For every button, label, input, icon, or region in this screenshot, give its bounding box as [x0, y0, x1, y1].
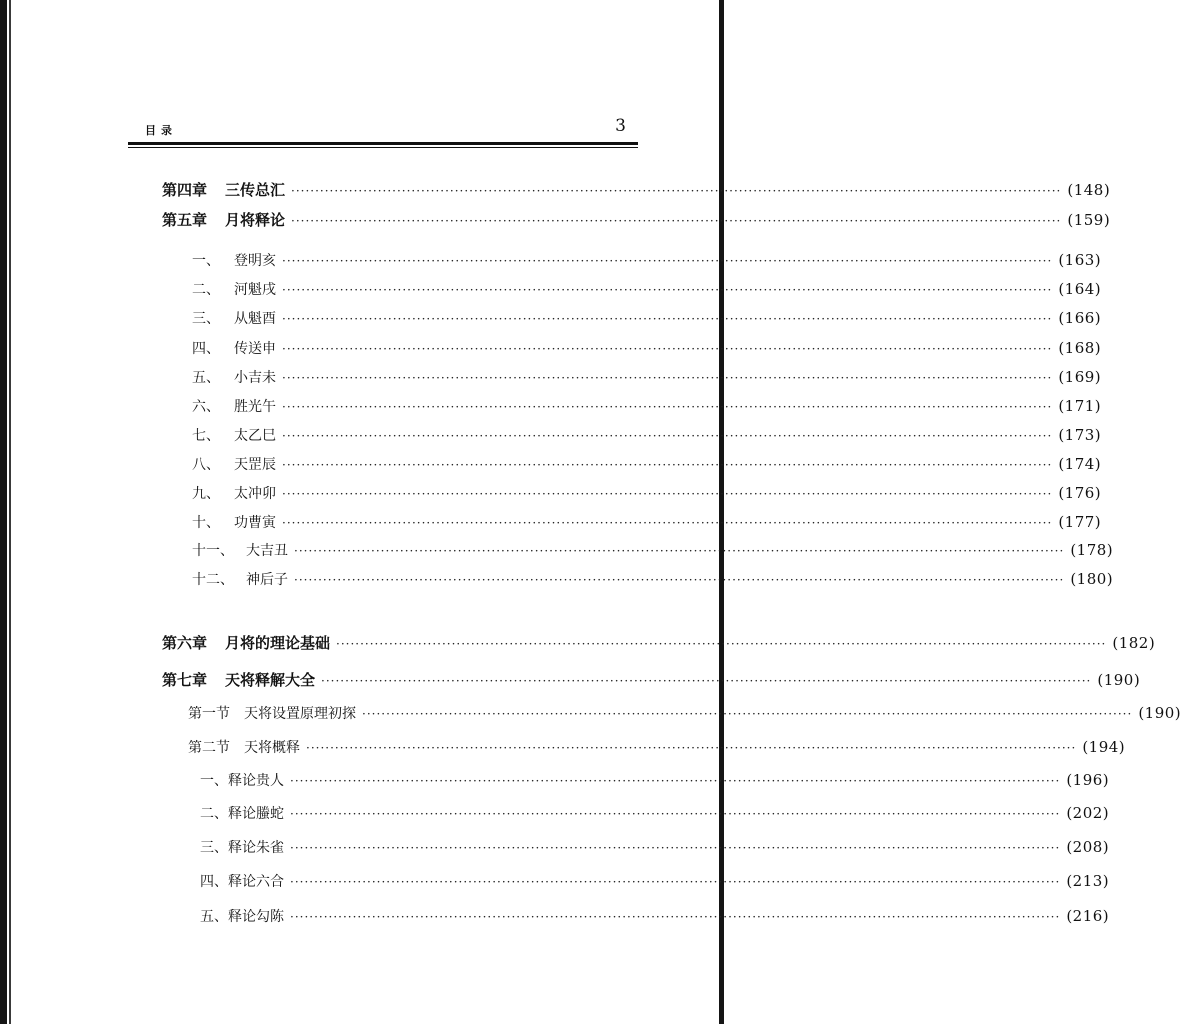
header-page-number: 3	[615, 116, 626, 136]
toc-entry-row	[188, 737, 1126, 758]
toc-dot-leader: ································································································································································	[290, 910, 1061, 924]
toc-entry-number: 十二、	[192, 572, 234, 588]
toc-entry-row	[200, 770, 1110, 791]
toc-page-number: (194)	[1082, 738, 1126, 756]
toc-page-number: (148)	[1067, 181, 1111, 199]
toc-entry-title: 释论朱雀	[228, 840, 284, 856]
toc-page-number: (202)	[1066, 804, 1110, 822]
toc-entry-title: 三传总汇	[225, 181, 286, 199]
toc-page-number: (174)	[1058, 455, 1102, 473]
toc-entry-number: 六、	[192, 399, 220, 415]
toc-page-number: (190)	[1097, 671, 1141, 689]
toc-entry-number: 第一节	[188, 706, 230, 722]
toc-dot-leader: ································································································································································	[282, 342, 1053, 356]
toc-entry-title: 传送申	[234, 341, 276, 357]
toc-chapter-row	[162, 180, 1111, 201]
toc-dot-leader: ································································································································································	[291, 214, 1062, 228]
toc-entry-row	[192, 338, 1102, 359]
toc-page-number: (196)	[1066, 771, 1110, 789]
toc-dot-leader: ································································································································································	[282, 254, 1053, 268]
toc-entry-number: 五、	[192, 370, 220, 386]
toc-page-number: (159)	[1067, 211, 1111, 229]
toc-page-number: (182)	[1112, 634, 1156, 652]
toc-dot-leader: ································································································································································	[282, 312, 1053, 326]
toc-entry-row	[192, 569, 1114, 590]
toc-page-number: (176)	[1058, 484, 1102, 502]
toc-entry-row	[192, 308, 1102, 329]
toc-dot-leader: ································································································································································	[291, 184, 1062, 198]
toc-dot-leader: ································································································································································	[290, 875, 1061, 889]
toc-dot-leader: ································································································································································	[290, 841, 1061, 855]
toc-entry-number: 八、	[192, 457, 220, 473]
toc-entry-number: 第四章	[162, 181, 208, 199]
toc-entry-title: 河魁戌	[234, 282, 276, 298]
toc-entry-title: 小吉未	[234, 370, 276, 386]
toc-entry-title: 登明亥	[234, 253, 276, 269]
toc-entry-row	[188, 703, 1181, 724]
page-edge-right	[719, 0, 724, 1024]
toc-dot-leader: ································································································································································	[282, 458, 1053, 472]
toc-entry-row	[192, 483, 1102, 504]
toc-entry-number: 四、	[192, 341, 220, 357]
toc-page-number: (177)	[1058, 513, 1102, 531]
toc-entry-number: 五、	[200, 909, 228, 925]
toc-entry-number: 三、	[200, 840, 228, 856]
toc-page-number: (180)	[1070, 570, 1114, 588]
toc-entry-title: 天将设置原理初探	[244, 706, 356, 722]
toc-entry-row	[192, 279, 1102, 300]
toc-entry-row	[200, 803, 1110, 824]
page-header	[128, 118, 638, 140]
toc-page-number: (208)	[1066, 838, 1110, 856]
toc-chapter-row	[162, 670, 1141, 691]
toc-entry-row	[200, 906, 1110, 927]
toc-entry-row	[192, 454, 1102, 475]
toc-entry-number: 第六章	[162, 634, 208, 652]
toc-page-number: (178)	[1070, 541, 1114, 559]
toc-entry-row	[200, 837, 1110, 858]
toc-entry-title: 大吉丑	[246, 543, 288, 559]
toc-dot-leader: ································································································································································	[294, 573, 1065, 587]
header-title: 目录	[145, 124, 177, 137]
toc-page-number: (169)	[1058, 368, 1102, 386]
toc-page-number: (173)	[1058, 426, 1102, 444]
toc-entry-title: 太乙巳	[234, 428, 276, 444]
toc-entry-title: 胜光午	[234, 399, 276, 415]
toc-entry-title: 释论螣蛇	[228, 806, 284, 822]
toc-entry-number: 四、	[200, 874, 228, 890]
page-edge-left-line	[9, 0, 11, 1024]
toc-dot-leader: ································································································································································	[294, 544, 1065, 558]
toc-entry-title: 神后子	[246, 572, 288, 588]
toc-dot-leader: ································································································································································	[321, 674, 1092, 688]
toc-dot-leader: ································································································································································	[336, 637, 1107, 651]
toc-entry-row	[192, 540, 1114, 561]
toc-entry-number: 三、	[192, 311, 220, 327]
toc-entry-row	[192, 512, 1102, 533]
toc-entry-title: 月将的理论基础	[225, 634, 331, 652]
toc-dot-leader: ································································································································································	[362, 707, 1133, 721]
toc-entry-number: 二、	[200, 806, 228, 822]
toc-page-number: (164)	[1058, 280, 1102, 298]
toc-entry-title: 释论贵人	[228, 773, 284, 789]
toc-entry-number: 第二节	[188, 740, 230, 756]
toc-dot-leader: ································································································································································	[282, 283, 1053, 297]
toc-dot-leader: ································································································································································	[282, 487, 1053, 501]
toc-dot-leader: ································································································································································	[282, 429, 1053, 443]
header-rule-thick	[128, 142, 638, 145]
toc-dot-leader: ································································································································································	[282, 516, 1053, 530]
toc-entry-row	[192, 367, 1102, 388]
toc-chapter-row	[162, 633, 1156, 654]
header-rule-thin	[128, 147, 638, 148]
toc-dot-leader: ································································································································································	[306, 741, 1077, 755]
toc-entry-title: 从魁酉	[234, 311, 276, 327]
toc-entry-title: 功曹寅	[234, 515, 276, 531]
toc-entry-number: 一、	[192, 253, 220, 269]
toc-entry-title: 天罡辰	[234, 457, 276, 473]
toc-page-number: (168)	[1058, 339, 1102, 357]
toc-dot-leader: ································································································································································	[290, 774, 1061, 788]
toc-entry-row	[200, 871, 1110, 892]
toc-entry-title: 太冲卯	[234, 486, 276, 502]
toc-entry-number: 十、	[192, 515, 220, 531]
toc-dot-leader: ································································································································································	[282, 400, 1053, 414]
toc-entry-row	[192, 425, 1102, 446]
toc-entry-number: 十一、	[192, 543, 234, 559]
toc-entry-number: 一、	[200, 773, 228, 789]
toc-entry-number: 七、	[192, 428, 220, 444]
toc-dot-leader: ································································································································································	[282, 371, 1053, 385]
toc-dot-leader: ································································································································································	[290, 807, 1061, 821]
toc-entry-row	[192, 250, 1102, 271]
toc-page-number: (166)	[1058, 309, 1102, 327]
toc-entry-number: 二、	[192, 282, 220, 298]
toc-entry-title: 天将概释	[244, 740, 300, 756]
toc-entry-number: 第五章	[162, 211, 208, 229]
page-edge-left	[0, 0, 7, 1024]
toc-entry-number: 第七章	[162, 671, 208, 689]
toc-page-number: (163)	[1058, 251, 1102, 269]
toc-page-number: (190)	[1138, 704, 1181, 722]
toc-entry-number: 九、	[192, 486, 220, 502]
toc-page-number: (213)	[1066, 872, 1110, 890]
toc-entry-title: 天将释解大全	[225, 671, 316, 689]
toc-page-number: (216)	[1066, 907, 1110, 925]
toc-entry-title: 释论勾陈	[228, 909, 284, 925]
toc-page-number: (171)	[1058, 397, 1102, 415]
toc-entry-row	[192, 396, 1102, 417]
toc-chapter-row	[162, 210, 1111, 231]
toc-entry-title: 释论六合	[228, 874, 284, 890]
toc-entry-title: 月将释论	[225, 211, 286, 229]
